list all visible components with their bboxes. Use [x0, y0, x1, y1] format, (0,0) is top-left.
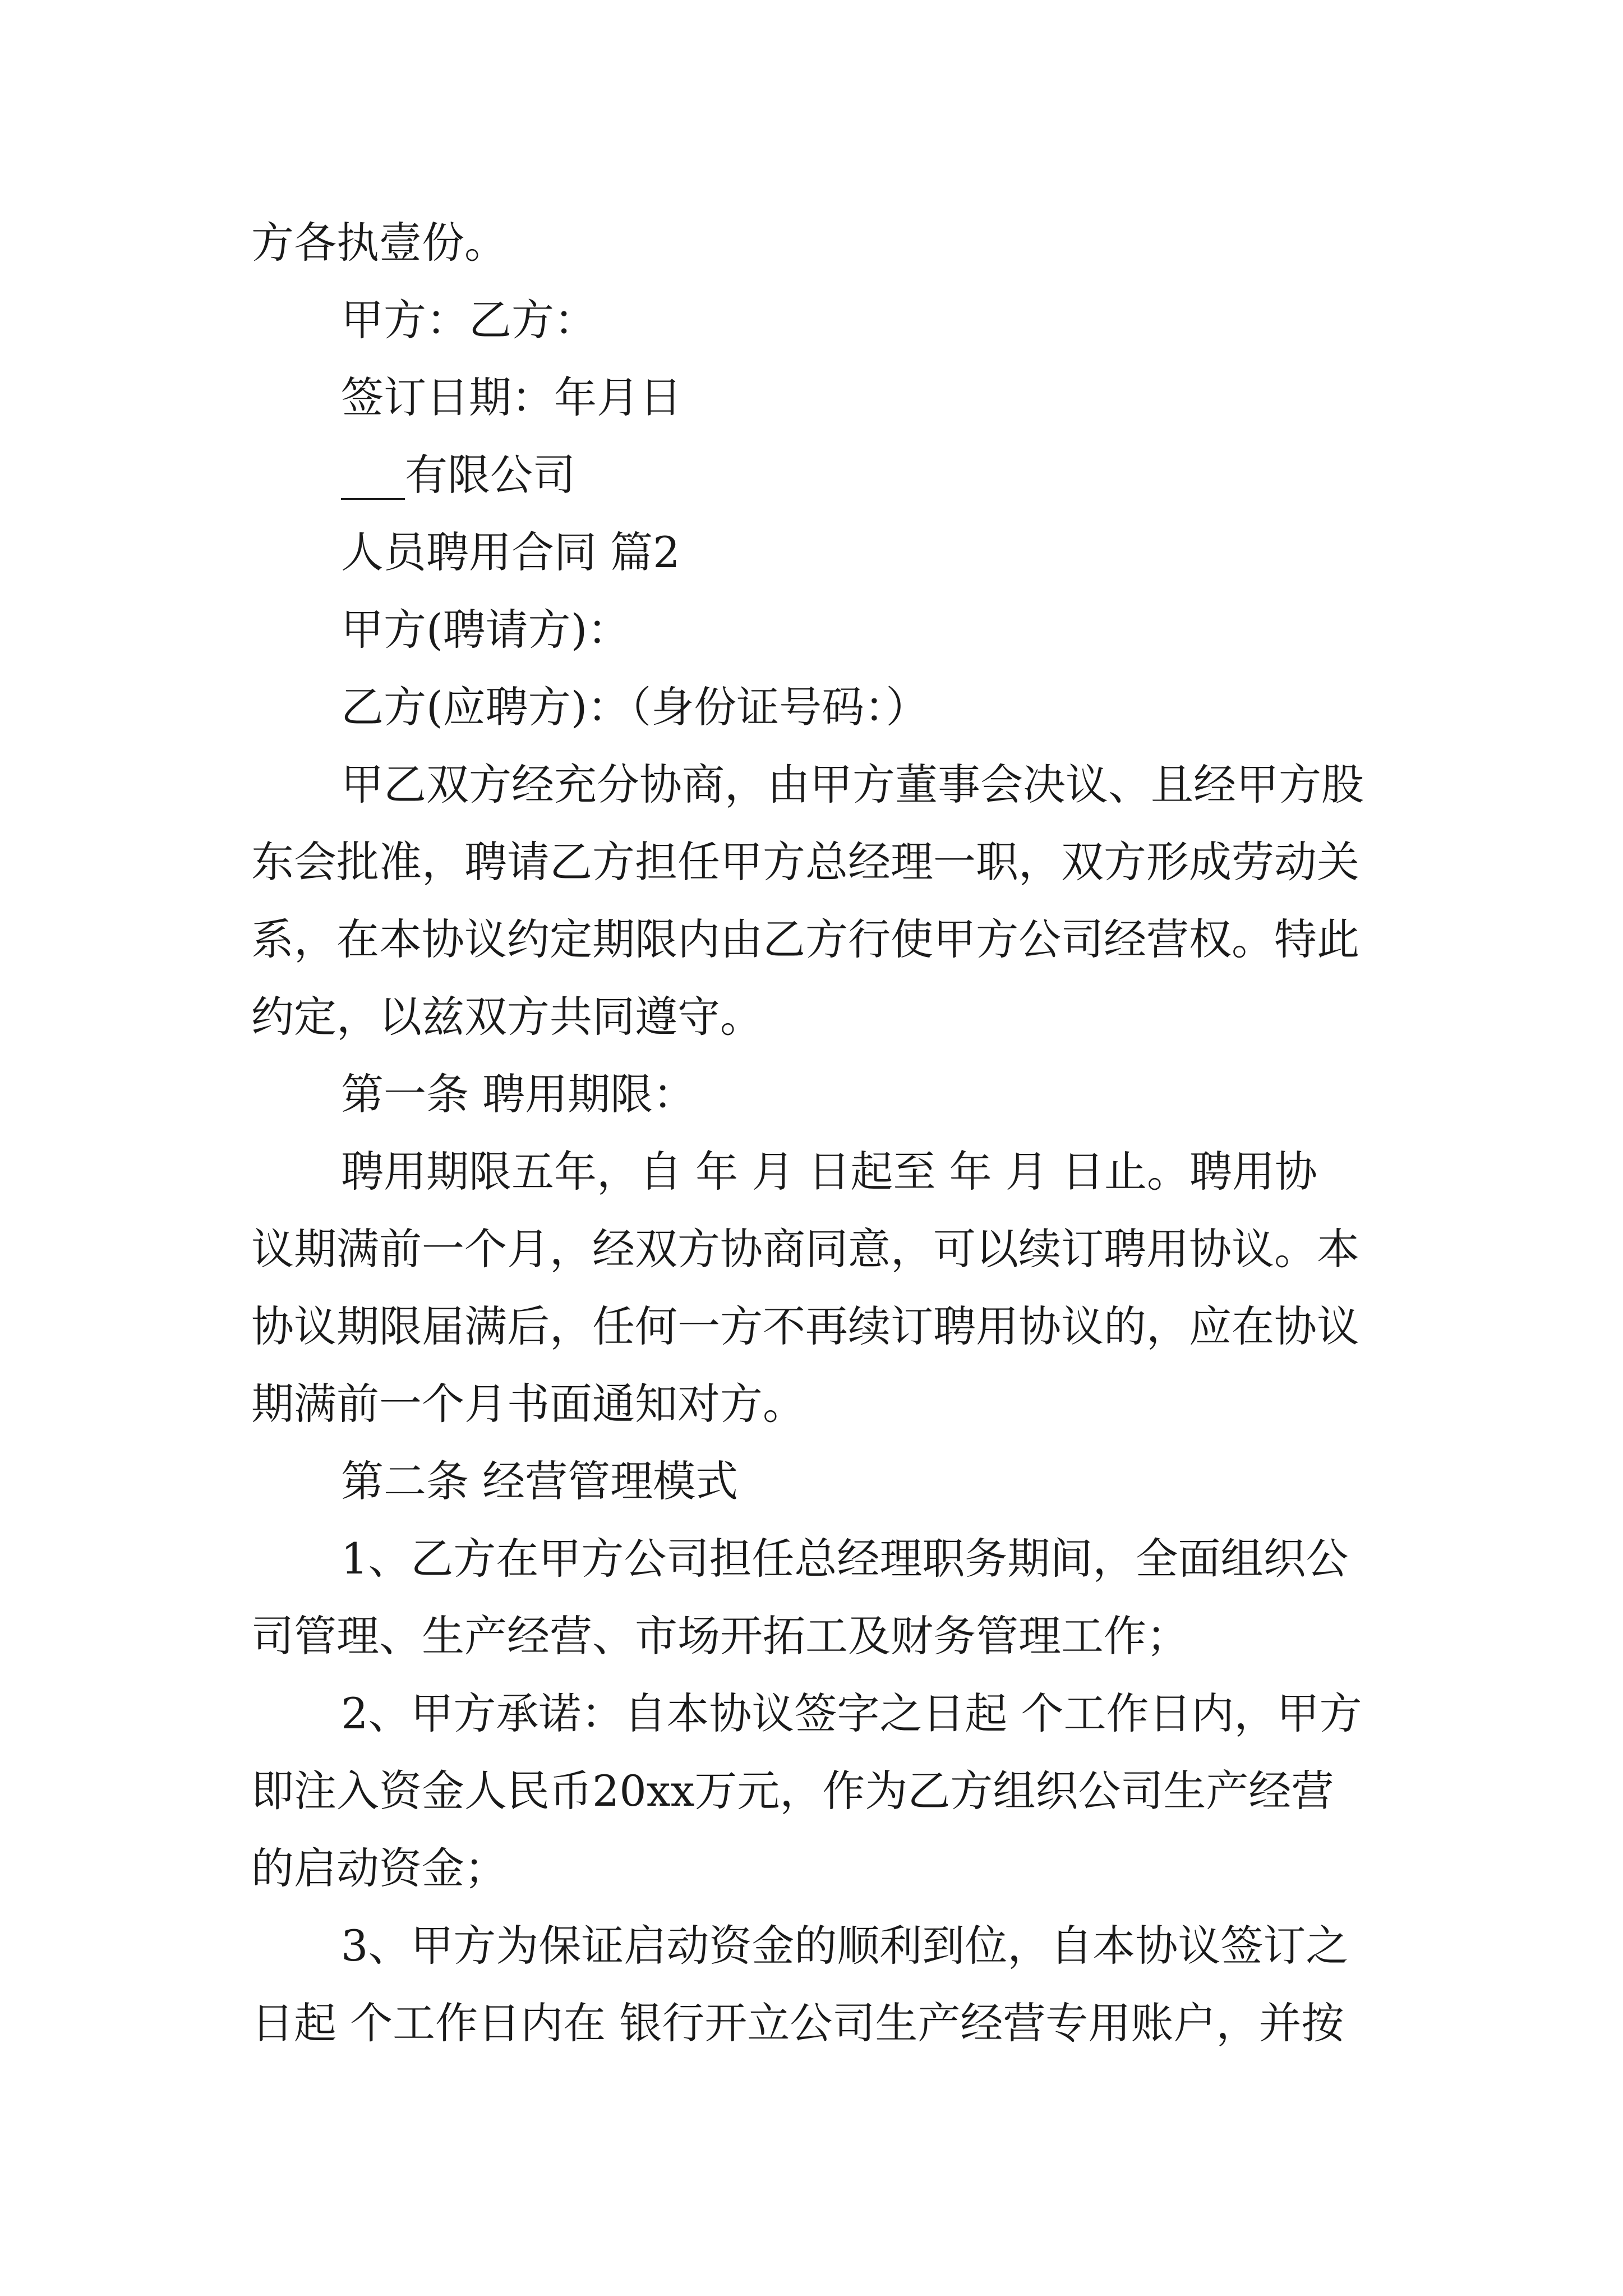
text-line: 第二条 经营管理模式 [341, 1456, 739, 1506]
text-line: 的启动资金； [251, 1843, 507, 1893]
text-line: 1、乙方在甲方公司担任总经理职务期间，全面组织公 [341, 1534, 1349, 1584]
text-line: 系，在本协议约定期限内由乙方行使甲方公司经营权。特此 [251, 914, 1359, 964]
text-line: 甲方(聘请方)： [341, 605, 630, 655]
text-line: 聘用期限五年，自 年 月 日起至 年 月 日止。聘用协 [341, 1147, 1317, 1197]
text-line: 即注入资金人民币20xx万元，作为乙方组织公司生产经营 [251, 1766, 1334, 1816]
text-line: 协议期限届满后，任何一方不再续订聘用协议的，应在协议 [251, 1301, 1359, 1351]
text-line: 人员聘用合同 篇2 [341, 527, 680, 577]
text-line: 议期满前一个月，经双方协商同意，可以续订聘用协议。本 [251, 1224, 1359, 1274]
text-line: 期满前一个月书面通知对方。 [251, 1379, 805, 1429]
text-line: 约定，以兹双方共同遵守。 [251, 992, 763, 1042]
text-line: 乙方(应聘方)：（身份证号码：） [341, 682, 929, 732]
text-line: 东会批准，聘请乙方担任甲方总经理一职，双方形成劳动关 [251, 837, 1359, 887]
text-line: 签订日期：年月日 [341, 372, 682, 422]
text-line: 方各执壹份。 [251, 218, 507, 268]
text-line: 日起 个工作日内在 银行开立公司生产经营专用账户，并按 [251, 1998, 1344, 2048]
text-line: ___有限公司 [341, 450, 575, 500]
text-line: 甲方：乙方： [341, 295, 597, 345]
text-line: 甲乙双方经充分协商，由甲方董事会决议、且经甲方股 [341, 760, 1364, 809]
text-line: 2、甲方承诺：自本协议签字之日起 个工作日内，甲方 [341, 1688, 1362, 1738]
text-line: 3、甲方为保证启动资金的顺利到位，自本协议签订之 [341, 1921, 1349, 1971]
text-line: 司管理、生产经营、市场开拓工及财务管理工作； [251, 1611, 1189, 1661]
text-line: 第一条 聘用期限： [341, 1069, 696, 1119]
